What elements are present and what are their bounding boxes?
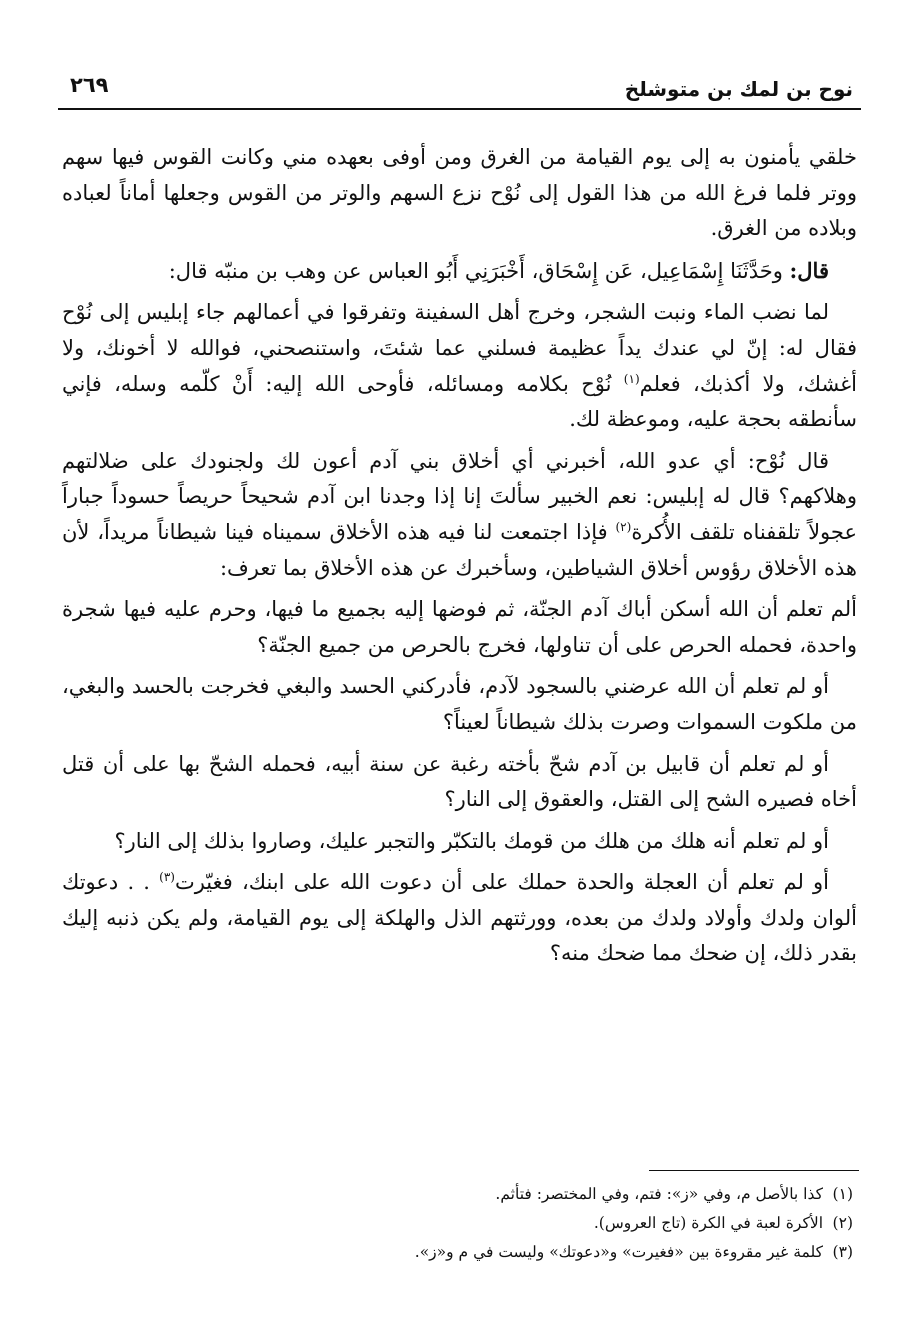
paragraph-9-text-a: أو لم تعلم أن العجلة والحدة حملك على أن دعوت الله على ابنك، فغيّرت — [174, 870, 829, 895]
paragraph-9 — [62, 865, 857, 972]
footnote-number: (٣) — [832, 1243, 853, 1261]
paragraph-4-text-a: قال نُوْح: أي عدو الله، أخبرني أي أخلاق بني آدم أعون لك ولجنودك على ضلالتهم وهلاكهم؟ قال له إبليس: نعم الخبير سألتَ إنا إذا وجدنا ابن آدم شحيحاً حريصاً حسوداً جباراً عجولاً تلقفناه تلقف الأُكرة — [62, 448, 857, 544]
footnote-ref-2: (٢) — [615, 519, 632, 534]
footnote-text: الأكرة لعبة في الكرة (تاج العروس). — [593, 1214, 823, 1232]
said-label: قال: — [789, 257, 829, 283]
page-number: ٢٦٩ — [70, 73, 109, 97]
paragraph-9-text-b: . . دعوتك ألوان ولدك وأولاد ولدك من بعده، وورثتهم الذل والهلكة إلى يوم القيامة، ولم يكن ذنبه إليك بقدر ذلك، إن ضحك مما ضحك منه؟ — [62, 870, 857, 966]
paragraph-6: أو لم تعلم أن الله عرضني بالسجود لآدم، فأدركني الحسد والبغي فخرجت بالحسد والبغي، من ملكوت السموات وصرت بذلك شيطاناً لعيناً؟ — [62, 674, 857, 734]
footnote-text: كلمة غير مقروءة بين «فغيرت» و«دعوتك» وليست في م و«ز». — [414, 1243, 823, 1261]
paragraph-4 — [62, 444, 857, 586]
paragraph-2-text: وحَدَّثَنَا إِسْمَاعِيل، عَن إِسْحَاق، أَخْبَرَنِي أَبُو العباس عن وهب بن منبّه قال: — [168, 258, 790, 283]
paragraph-2 — [62, 253, 857, 290]
footnote-text: كذا بالأصل م، وفي «ز»: فتم، وفي المختصر: فتأثم. — [495, 1185, 823, 1203]
footnote-number: (١) — [832, 1185, 853, 1203]
paragraph-8: أو لم تعلم أنه هلك من هلك من قومك بالتكبّر والتجبر عليك، وصاروا بذلك إلى النار؟ — [114, 828, 829, 853]
body-text — [62, 140, 857, 978]
paragraph-5: ألم تعلم أن الله أسكن أباك آدم الجنّة، ثم فوضها إليه بجميع ما فيها، وحرم عليه فيها شجرة واحدة، فحمله الحرص على أن تناولها، فخرج بالحرص من جميع الجنّة؟ — [62, 597, 857, 657]
footnote-number: (٢) — [832, 1214, 853, 1232]
footnote-rule — [649, 1170, 859, 1171]
header-rule — [58, 108, 861, 110]
footnotes — [62, 1180, 853, 1267]
footnote-ref-1: (١) — [623, 371, 640, 386]
footnote — [62, 1180, 853, 1209]
footnote — [62, 1209, 853, 1238]
paragraph-1: خلقي يأمنون به إلى يوم القيامة من الغرق ومن أوفى بعهده مني وكانت القوس فيها سهم ووتر فلما فرغ الله من هذا القول إلى نُوْح نزع السهم والوتر من القوس وجعلها أماناً لعباده وبلاده من الغرق. — [62, 145, 857, 241]
paragraph-3 — [62, 295, 857, 437]
paragraph-3-text-b: نُوْح بكلامه ومسائله، فأوحى الله إليه: أَنْ كلّمه وسله، فإني سأنطقه بحجة عليه، وموعظة لك. — [62, 371, 857, 432]
footnote — [62, 1238, 853, 1267]
paragraph-3-text-a: لما نضب الماء ونبت الشجر، وخرج أهل السفينة وتفرقوا في أعمالهم جاء إبليس إلى نُوْح فقال له: إنّ لي عندك يداً عظيمة فسلني عما شئتَ، واستنصحني، فوالله لا أخونك، ولا أغشك، ولا أكذبك، فعلم — [62, 300, 857, 396]
running-title: نوح بن لمك بن متوشلخ — [624, 77, 853, 101]
paragraph-4-text-b: فإذا اجتمعت لنا فيه هذه الأخلاق سميناه فينا شيطاناً مريداً، لأن هذه الأخلاق رؤوس أخلاق الشياطين، وسأخبرك عن هذه الأخلاق بما تعرف: — [62, 519, 857, 580]
footnote-ref-3: (٣) — [159, 870, 175, 885]
paragraph-7: أو لم تعلم أن قابيل بن آدم شحّ بأخته رغبة عن سنة أبيه، فحمله الشحّ بها على أن قتل أخاه فصيره الشح إلى القتل، والعقوق إلى النار؟ — [62, 751, 857, 812]
